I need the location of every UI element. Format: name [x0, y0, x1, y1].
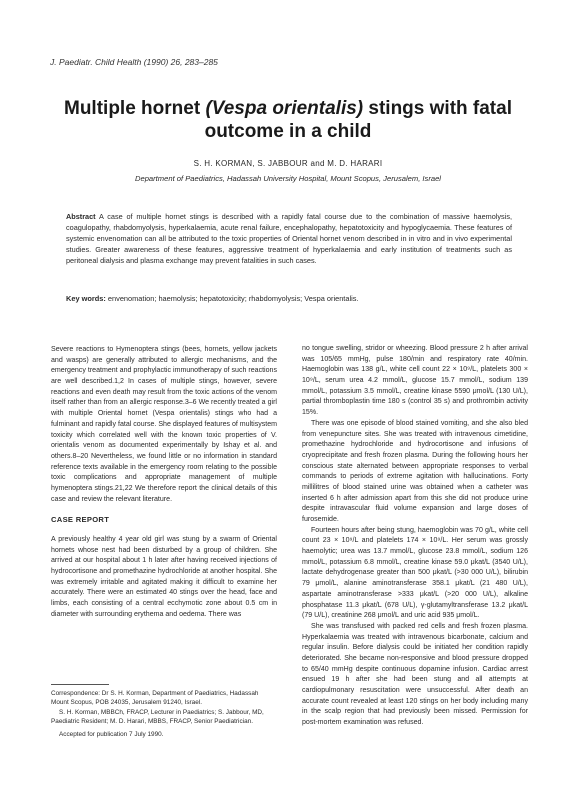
right-paragraph-1: no tongue swelling, stridor or wheezing. Blood pressure 2 h after arrival was 105/65 mmHg, pulse 180/min and respiratory rate 40/min. Haemoglobin was 138 g/L, white cell count 22 × 10⁹/L, platelets 300 × 10⁹/L, serum urea 4.2 mmol/L, glucose 15.7 mmol/L, sodium 139 mmol/L, potassium 3.5 mmol/L, creatine kinase 5590 μmol/L (130 U/L), partial thromboplastin time 180 s (control 35 s) and prothrombin activity 15%. [302, 345, 528, 417]
intro-paragraph: Severe reactions to Hymenoptera stings (bees, hornets, yellow jackets and wasps) are generally attributed to allergic mechanisms, and the emergency treatment and prophylactic immunotherapy of such reactions are well described.1,2 In cases of multiple stings, however, severe reactions and even death may result from the toxic actions of the venom itself rather than from an allergic response.3–6 We recently treated a girl with multiple Oriental hornet (Vespa orientalis) stings who had a fulminant and rapidly fatal course. She displayed features of multisystem toxicity which correlated well with the known toxic properties of V. orientalis venom as documented experimentally by Ishay et al. and others.8–20 Nevertheless, we found little or no information in standard reference texts available in the emergency room relating to the possible toxic complications and appropriate management of multiple hymenoptera stings.21,22 We therefore report the clinical details of this case and review the relevant literature. [51, 346, 278, 503]
right-paragraph-2: There was one episode of blood stained vomiting, and she also bled from venepuncture sites. She was treated with intravenous cimetidine, promethazine hydrochloride and hydrocortisone and infusions of cryoprecipitate and fresh frozen plasma. During the following hours her conscious state alternated between appropriate responses to verbal commands to periods of extreme agitation with hallucinations. Forty millilitres of blood stained urine was obtained when a catheter was inserted 6 h after admission apart from this she did not produce urine despite intravascular fluid volume expansion and large doses of furosemide. [302, 419, 528, 523]
keywords-label: Key words: [66, 294, 106, 303]
right-paragraph-3: Fourteen hours after being stung, haemoglobin was 70 g/L, white cell count 23 × 10⁹/L and platelets 174 × 10⁹/L. Her serum was grossly haemolytic; urea was 13.7 mmol/L, glucose 23.8 mmol/L, sodium 126 mmol/L, potassium 6.8 mmol/L, creatine kinase 59.0 μkat/L (3540 U/L), lactate dehydrogenase greater than 500 μkat/L (>30 000 U/L), bilirubin 79 μmol/L, alanine aminotransferase 358.1 μkat/L (21 480 U/L), aspartate aminotransferase >333 μkat/L (>20 000 U/L), alkaline phosphatase 11.3 μkat/L (678 U/L), γ-glutamyltransferase 13.2 μkat/L (79 U/L), creatinine 268 μmol/L and uric acid 935 μmol/L. [302, 526, 528, 620]
case-report-heading: CASE REPORT [51, 515, 110, 525]
footnote-correspondence: Correspondence: Dr S. H. Korman, Department of Paediatrics, Hadassah Mount Scopus, POB 24035, Jerusalem 91240, Israel. [51, 690, 259, 707]
case-paragraph: A previously healthy 4 year old girl was stung by a swarm of Oriental hornets whose nest had been disturbed by a group of children. She arrived at our hospital about 1 h later after having received injections of hydrocortisone and promethazine hydrochloride at another hospital. She was extremely irritable and agitated making it difficult to examine her accurately. There were an estimated 40 stings over the head, face and limbs, each consisting of a central ecchymotic zone about 0.5 cm in diameter with surrounding erythema and oedema. There was [51, 536, 277, 618]
title-line1-post: stings with fatal [363, 98, 512, 119]
keywords-text: envenomation; haemolysis; hepatotoxicity; rhabdomyolysis; Vespa orientalis. [107, 294, 359, 303]
journal-reference: J. Paediatr. Child Health (1990) 26, 283–285 [50, 57, 218, 67]
author-list: S. H. KORMAN, S. JABBOUR and M. D. HARARI [193, 159, 383, 168]
title-line2: outcome in a child [204, 121, 372, 142]
right-column [302, 344, 528, 729]
abstract [66, 212, 512, 267]
article-title [30, 97, 546, 143]
abstract-label: Abstract [66, 212, 96, 221]
title-line1-pre: Multiple hornet [64, 98, 206, 119]
footnote-credentials: S. H. Korman, MBBCh, FRACP, Lecturer in Paediatrics; S. Jabbour, MD, Paediatric Resident; M. D. Harari, MBBS, FRACP, Senior Paediatrician. [51, 708, 264, 726]
left-column [51, 345, 277, 621]
footnote-accepted: Accepted for publication 7 July 1990. [59, 730, 164, 738]
footnote-divider [51, 684, 109, 685]
title-species: (Vespa orientalis) [205, 98, 364, 119]
affiliation: Department of Paediatrics, Hadassah University Hospital, Mount Scopus, Jerusalem, Israel [135, 174, 441, 183]
keywords [66, 294, 512, 304]
abstract-text: A case of multiple hornet stings is described with a rapidly fatal course due to the combination of massive haemolysis, coagulopathy, rhabdomyolysis, hyperkalaemia, acute renal failure, encephalopathy, hepatotoxicity and hypoglycaemia. These features of systemic envenomation can all be attributed to the toxic properties of Oriental hornet venom described in in vitro and in vivo experimental studies. Greater awareness of these features, aggressive treatment of hyperkalaemia and early institution of treatments such as peritoneal dialysis and plasma exchange may prevent fatalities in such cases. [66, 212, 512, 265]
footnotes [51, 689, 277, 739]
right-paragraph-4: She was transfused with packed red cells and fresh frozen plasma. Hyperkalaemia was treated with intravenous bicarbonate, calcium and regular insulin. Before dialysis could be initiated her condition rapidly deteriorated. She became non-responsive and blood pressure dropped to 65/40 mmHg despite continuous dopamine infusion. Cardiac arrest ensued 19 h after she had been stung and all attempts at cardiopulmonary resuscitation were unsuccessful. After death an accurate count revealed at least 120 stings on her body including many in the scalp region that had previously been missed. Permission for post-mortem examination was refused. [302, 622, 528, 727]
